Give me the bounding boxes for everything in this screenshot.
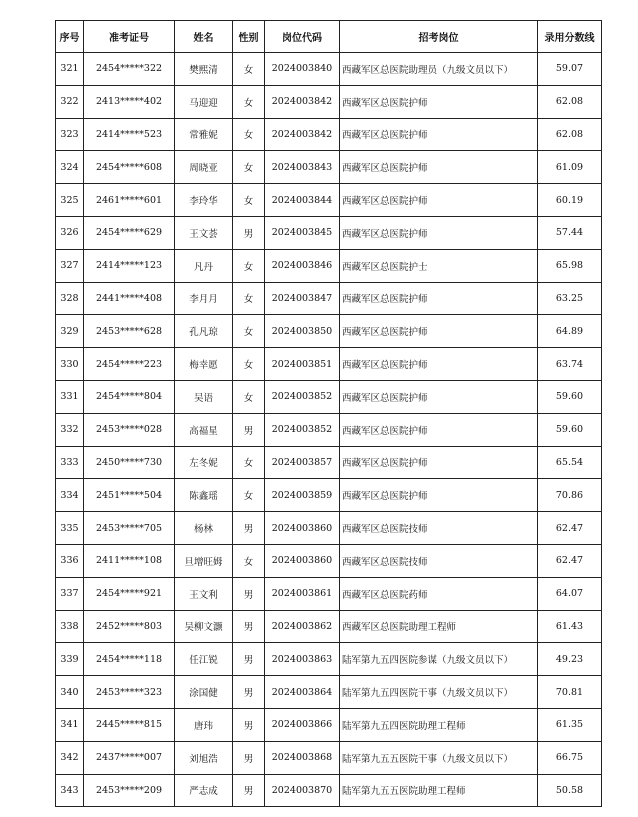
cell-seq: 324 bbox=[56, 151, 84, 184]
cell-seq: 338 bbox=[56, 610, 84, 643]
cell-post: 西藏军区总医院护师 bbox=[340, 348, 538, 381]
cell-exam-number: 2411*****108 bbox=[84, 544, 175, 577]
cell-post: 西藏军区总医院护师 bbox=[340, 380, 538, 413]
cell-exam-number: 2453*****705 bbox=[84, 512, 175, 545]
cell-gender: 男 bbox=[233, 741, 265, 774]
cell-post-code: 2024003842 bbox=[265, 118, 340, 151]
cell-seq: 335 bbox=[56, 512, 84, 545]
cell-score: 63.25 bbox=[538, 282, 602, 315]
cell-post-code: 2024003840 bbox=[265, 53, 340, 86]
cell-name: 周晓亚 bbox=[175, 151, 233, 184]
cell-score: 61.43 bbox=[538, 610, 602, 643]
cell-exam-number: 2453*****028 bbox=[84, 413, 175, 446]
cell-seq: 326 bbox=[56, 216, 84, 249]
cell-name: 严志成 bbox=[175, 774, 233, 807]
cell-gender: 男 bbox=[233, 216, 265, 249]
cell-post: 西藏军区总医院技师 bbox=[340, 512, 538, 545]
cell-gender: 女 bbox=[233, 348, 265, 381]
cell-exam-number: 2454*****629 bbox=[84, 216, 175, 249]
cell-gender: 女 bbox=[233, 479, 265, 512]
cell-name: 左冬妮 bbox=[175, 446, 233, 479]
cell-exam-number: 2414*****523 bbox=[84, 118, 175, 151]
cell-gender: 女 bbox=[233, 380, 265, 413]
table-header-row bbox=[56, 21, 602, 53]
cell-score: 70.86 bbox=[538, 479, 602, 512]
cell-gender: 女 bbox=[233, 315, 265, 348]
cell-name: 唐玮 bbox=[175, 708, 233, 741]
cell-post-code: 2024003844 bbox=[265, 184, 340, 217]
cell-post: 西藏军区总医院护士 bbox=[340, 249, 538, 282]
cell-exam-number: 2414*****123 bbox=[84, 249, 175, 282]
cell-score: 60.19 bbox=[538, 184, 602, 217]
cell-score: 50.58 bbox=[538, 774, 602, 807]
cell-name: 李月月 bbox=[175, 282, 233, 315]
cell-exam-number: 2452*****803 bbox=[84, 610, 175, 643]
cell-seq: 334 bbox=[56, 479, 84, 512]
cell-name: 樊熙清 bbox=[175, 53, 233, 86]
cell-exam-number: 2454*****608 bbox=[84, 151, 175, 184]
cell-gender: 女 bbox=[233, 53, 265, 86]
cell-post: 西藏军区总医院护师 bbox=[340, 282, 538, 315]
cell-gender: 女 bbox=[233, 282, 265, 315]
cell-seq: 321 bbox=[56, 53, 84, 86]
cell-post: 西藏军区总医院护师 bbox=[340, 216, 538, 249]
cell-name: 旦增旺姆 bbox=[175, 544, 233, 577]
cell-name: 杨林 bbox=[175, 512, 233, 545]
table-row bbox=[56, 774, 602, 807]
cell-post-code: 2024003842 bbox=[265, 85, 340, 118]
cell-post: 西藏军区总医院护师 bbox=[340, 85, 538, 118]
cell-post-code: 2024003862 bbox=[265, 610, 340, 643]
cell-seq: 343 bbox=[56, 774, 84, 807]
cell-post: 西藏军区总医院助理工程师 bbox=[340, 610, 538, 643]
cell-gender: 男 bbox=[233, 577, 265, 610]
cell-post: 西藏军区总医院技师 bbox=[340, 544, 538, 577]
header-gender: 性别 bbox=[233, 21, 265, 53]
cell-name: 任江锐 bbox=[175, 643, 233, 676]
cell-post: 陆军第九五四医院助理工程师 bbox=[340, 708, 538, 741]
cell-post-code: 2024003843 bbox=[265, 151, 340, 184]
cell-post: 西藏军区总医院护师 bbox=[340, 315, 538, 348]
table-row bbox=[56, 348, 602, 381]
header-post-code: 岗位代码 bbox=[265, 21, 340, 53]
cell-post-code: 2024003857 bbox=[265, 446, 340, 479]
table-row bbox=[56, 676, 602, 709]
cell-score: 63.74 bbox=[538, 348, 602, 381]
cell-post-code: 2024003870 bbox=[265, 774, 340, 807]
cell-post: 陆军第九五四医院干事（九级文员以下） bbox=[340, 676, 538, 709]
cell-score: 65.54 bbox=[538, 446, 602, 479]
cell-exam-number: 2451*****504 bbox=[84, 479, 175, 512]
table-row bbox=[56, 708, 602, 741]
cell-post-code: 2024003866 bbox=[265, 708, 340, 741]
cell-post-code: 2024003852 bbox=[265, 413, 340, 446]
cell-post: 西藏军区总医院助理员（九级文员以下） bbox=[340, 53, 538, 86]
cell-name: 李玲华 bbox=[175, 184, 233, 217]
cell-post-code: 2024003860 bbox=[265, 544, 340, 577]
cell-post-code: 2024003852 bbox=[265, 380, 340, 413]
cell-post-code: 2024003850 bbox=[265, 315, 340, 348]
cell-seq: 323 bbox=[56, 118, 84, 151]
header-exam-number: 准考证号 bbox=[84, 21, 175, 53]
cell-gender: 女 bbox=[233, 544, 265, 577]
header-post: 招考岗位 bbox=[340, 21, 538, 53]
cell-seq: 322 bbox=[56, 85, 84, 118]
header-name: 姓名 bbox=[175, 21, 233, 53]
table-row bbox=[56, 380, 602, 413]
cell-seq: 332 bbox=[56, 413, 84, 446]
cell-score: 57.44 bbox=[538, 216, 602, 249]
cell-name: 高福星 bbox=[175, 413, 233, 446]
cell-seq: 330 bbox=[56, 348, 84, 381]
cell-post-code: 2024003861 bbox=[265, 577, 340, 610]
cell-name: 常雅妮 bbox=[175, 118, 233, 151]
cell-exam-number: 2454*****804 bbox=[84, 380, 175, 413]
cell-score: 59.07 bbox=[538, 53, 602, 86]
cell-score: 61.09 bbox=[538, 151, 602, 184]
cell-name: 陈鑫瑶 bbox=[175, 479, 233, 512]
table-body bbox=[56, 53, 602, 807]
cell-gender: 男 bbox=[233, 676, 265, 709]
cell-name: 刘旭浩 bbox=[175, 741, 233, 774]
cell-name: 王文荟 bbox=[175, 216, 233, 249]
cell-gender: 女 bbox=[233, 184, 265, 217]
table-row bbox=[56, 249, 602, 282]
table-row bbox=[56, 446, 602, 479]
header-seq: 序号 bbox=[56, 21, 84, 53]
header-score: 录用分数线 bbox=[538, 21, 602, 53]
cell-post: 西藏军区总医院护师 bbox=[340, 413, 538, 446]
cell-name: 王文利 bbox=[175, 577, 233, 610]
cell-score: 62.47 bbox=[538, 512, 602, 545]
cell-exam-number: 2441*****408 bbox=[84, 282, 175, 315]
cell-post: 西藏军区总医院药师 bbox=[340, 577, 538, 610]
cell-seq: 342 bbox=[56, 741, 84, 774]
table-row bbox=[56, 544, 602, 577]
cell-name: 吴语 bbox=[175, 380, 233, 413]
table-row bbox=[56, 85, 602, 118]
cell-exam-number: 2461*****601 bbox=[84, 184, 175, 217]
table-row bbox=[56, 610, 602, 643]
cell-seq: 325 bbox=[56, 184, 84, 217]
cell-exam-number: 2445*****815 bbox=[84, 708, 175, 741]
table-row bbox=[56, 53, 602, 86]
cell-name: 吴柳文灏 bbox=[175, 610, 233, 643]
table-row bbox=[56, 479, 602, 512]
cell-score: 62.47 bbox=[538, 544, 602, 577]
table-row bbox=[56, 151, 602, 184]
cell-exam-number: 2454*****118 bbox=[84, 643, 175, 676]
cell-seq: 328 bbox=[56, 282, 84, 315]
cell-score: 62.08 bbox=[538, 85, 602, 118]
cell-seq: 329 bbox=[56, 315, 84, 348]
cell-score: 65.98 bbox=[538, 249, 602, 282]
cell-post: 西藏军区总医院护师 bbox=[340, 151, 538, 184]
cell-exam-number: 2413*****402 bbox=[84, 85, 175, 118]
cell-exam-number: 2453*****323 bbox=[84, 676, 175, 709]
cell-seq: 336 bbox=[56, 544, 84, 577]
cell-name: 马迎迎 bbox=[175, 85, 233, 118]
table-row bbox=[56, 577, 602, 610]
cell-seq: 341 bbox=[56, 708, 84, 741]
cell-gender: 女 bbox=[233, 151, 265, 184]
cell-seq: 337 bbox=[56, 577, 84, 610]
cell-seq: 333 bbox=[56, 446, 84, 479]
cell-seq: 339 bbox=[56, 643, 84, 676]
cell-gender: 女 bbox=[233, 85, 265, 118]
table-row bbox=[56, 413, 602, 446]
cell-score: 64.07 bbox=[538, 577, 602, 610]
cell-post-code: 2024003860 bbox=[265, 512, 340, 545]
cell-post: 西藏军区总医院护师 bbox=[340, 118, 538, 151]
cell-gender: 男 bbox=[233, 610, 265, 643]
table-row bbox=[56, 741, 602, 774]
table-row bbox=[56, 512, 602, 545]
cell-seq: 327 bbox=[56, 249, 84, 282]
table-row bbox=[56, 282, 602, 315]
results-table bbox=[55, 20, 602, 807]
cell-exam-number: 2454*****322 bbox=[84, 53, 175, 86]
cell-post: 陆军第九五五医院干事（九级文员以下） bbox=[340, 741, 538, 774]
cell-gender: 男 bbox=[233, 774, 265, 807]
table-row bbox=[56, 643, 602, 676]
cell-post-code: 2024003846 bbox=[265, 249, 340, 282]
cell-post: 陆军第九五四医院参谋（九级文员以下） bbox=[340, 643, 538, 676]
cell-exam-number: 2453*****628 bbox=[84, 315, 175, 348]
cell-post: 西藏军区总医院护师 bbox=[340, 446, 538, 479]
cell-exam-number: 2454*****921 bbox=[84, 577, 175, 610]
cell-exam-number: 2450*****730 bbox=[84, 446, 175, 479]
cell-name: 涂国健 bbox=[175, 676, 233, 709]
cell-score: 61.35 bbox=[538, 708, 602, 741]
cell-score: 66.75 bbox=[538, 741, 602, 774]
cell-post-code: 2024003859 bbox=[265, 479, 340, 512]
table-row bbox=[56, 118, 602, 151]
cell-score: 59.60 bbox=[538, 413, 602, 446]
cell-score: 62.08 bbox=[538, 118, 602, 151]
cell-name: 孔凡琼 bbox=[175, 315, 233, 348]
cell-gender: 女 bbox=[233, 446, 265, 479]
cell-post: 西藏军区总医院护师 bbox=[340, 479, 538, 512]
table-row bbox=[56, 216, 602, 249]
cell-name: 梅幸愿 bbox=[175, 348, 233, 381]
cell-exam-number: 2454*****223 bbox=[84, 348, 175, 381]
cell-post: 西藏军区总医院护师 bbox=[340, 184, 538, 217]
cell-exam-number: 2437*****007 bbox=[84, 741, 175, 774]
cell-gender: 男 bbox=[233, 413, 265, 446]
table-row bbox=[56, 315, 602, 348]
cell-seq: 340 bbox=[56, 676, 84, 709]
cell-post: 陆军第九五五医院助理工程师 bbox=[340, 774, 538, 807]
cell-gender: 男 bbox=[233, 643, 265, 676]
cell-gender: 男 bbox=[233, 512, 265, 545]
cell-post-code: 2024003863 bbox=[265, 643, 340, 676]
cell-score: 59.60 bbox=[538, 380, 602, 413]
cell-post-code: 2024003864 bbox=[265, 676, 340, 709]
cell-gender: 女 bbox=[233, 118, 265, 151]
cell-exam-number: 2453*****209 bbox=[84, 774, 175, 807]
cell-post-code: 2024003847 bbox=[265, 282, 340, 315]
cell-post-code: 2024003851 bbox=[265, 348, 340, 381]
cell-gender: 女 bbox=[233, 249, 265, 282]
cell-post-code: 2024003868 bbox=[265, 741, 340, 774]
cell-post-code: 2024003845 bbox=[265, 216, 340, 249]
cell-gender: 男 bbox=[233, 708, 265, 741]
cell-score: 64.89 bbox=[538, 315, 602, 348]
cell-score: 49.23 bbox=[538, 643, 602, 676]
cell-seq: 331 bbox=[56, 380, 84, 413]
cell-score: 70.81 bbox=[538, 676, 602, 709]
cell-name: 凡丹 bbox=[175, 249, 233, 282]
table-row bbox=[56, 184, 602, 217]
